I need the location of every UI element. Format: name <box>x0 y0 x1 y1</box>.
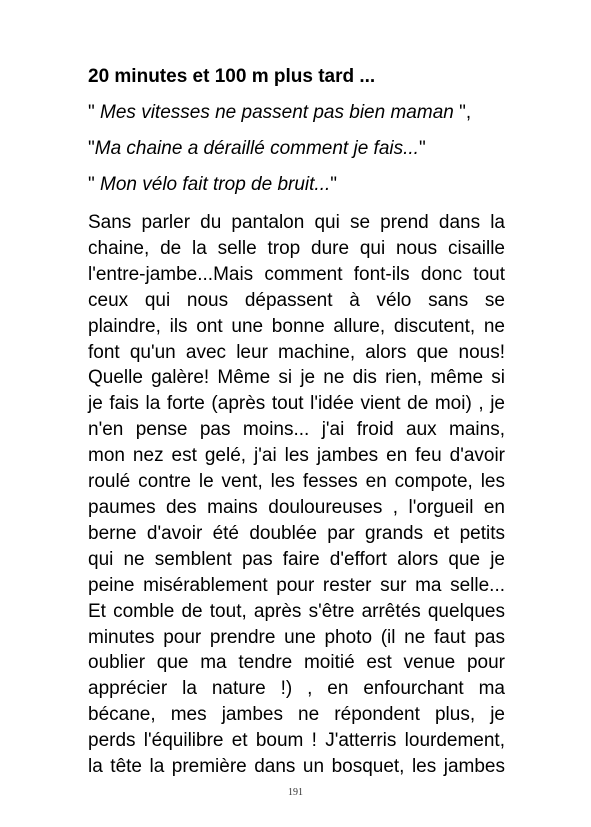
quote-close: ", <box>453 102 472 123</box>
quote-close: " <box>330 174 338 195</box>
body-line: Et comble de tout, après s'être arrêtés quelques <box>88 600 505 622</box>
body-paragraph <box>88 210 505 780</box>
body-line: peine misérablement pour rester sur ma selle... <box>88 574 505 596</box>
quote-text: Mon vélo fait trop de bruit... <box>100 174 331 195</box>
body-line: oublier que ma tendre moitié est venue pour <box>88 652 505 674</box>
quote-close: " <box>418 138 426 159</box>
page-number: 191 <box>288 787 303 798</box>
body-line: berne d'avoir été doublée par grands et petits <box>88 522 505 544</box>
quote-line-1 <box>88 100 505 126</box>
quote-open: " <box>88 174 101 195</box>
body-line: Quelle galère! Même si je ne dis rien, même si <box>88 367 505 389</box>
body-line: Sans parler du pantalon qui se prend dans la <box>88 212 505 233</box>
body-line: font qu'un avec leur machine, alors que nous! <box>88 341 505 363</box>
quote-open: " <box>88 102 101 123</box>
body-line: bécane, mes jambes ne répondent plus, je <box>88 704 505 726</box>
page-content <box>88 64 505 780</box>
quote-text: Ma chaine a déraillé comment je fais... <box>94 138 419 159</box>
quote-open: " <box>88 138 95 159</box>
body-line: mon nez est gelé, j'ai les jambes en feu d'avoir <box>88 445 505 467</box>
body-line: la tête la première dans un bosquet, les jambes <box>88 756 505 778</box>
body-line: l'entre-jambe...Mais comment font-ils donc tout <box>88 263 505 285</box>
body-line: n'en pense pas moins... j'ai froid aux mains, <box>88 419 505 441</box>
body-line: minutes pour prendre une photo (il ne faut pas <box>88 626 505 648</box>
body-line: plaindre, ils ont une bonne allure, discutent, ne <box>88 315 505 337</box>
body-line: je fais la forte (après tout l'idée vient de moi) , je <box>88 393 505 415</box>
body-line: paumes des mains douloureuses , l'orgueil en <box>88 496 505 518</box>
body-line: chaine, de la selle trop dure qui nous cisaille <box>88 237 505 259</box>
body-line: qui ne semblent pas faire d'effort alors que je <box>88 548 505 570</box>
body-line: apprécier la nature !) , en enfourchant ma <box>88 678 505 700</box>
quote-line-3 <box>88 172 505 198</box>
body-line: roulé contre le vent, les fesses en compote, les <box>88 471 505 493</box>
quote-line-2 <box>88 136 505 162</box>
body-line: perds l'équilibre et boum ! J'atterris lourdement, <box>88 730 505 752</box>
body-line: ceux qui nous dépassent à vélo sans se <box>88 289 505 311</box>
quote-text: Mes vitesses ne passent pas bien maman <box>100 102 454 123</box>
section-heading: 20 minutes et 100 m plus tard ... <box>88 66 376 87</box>
